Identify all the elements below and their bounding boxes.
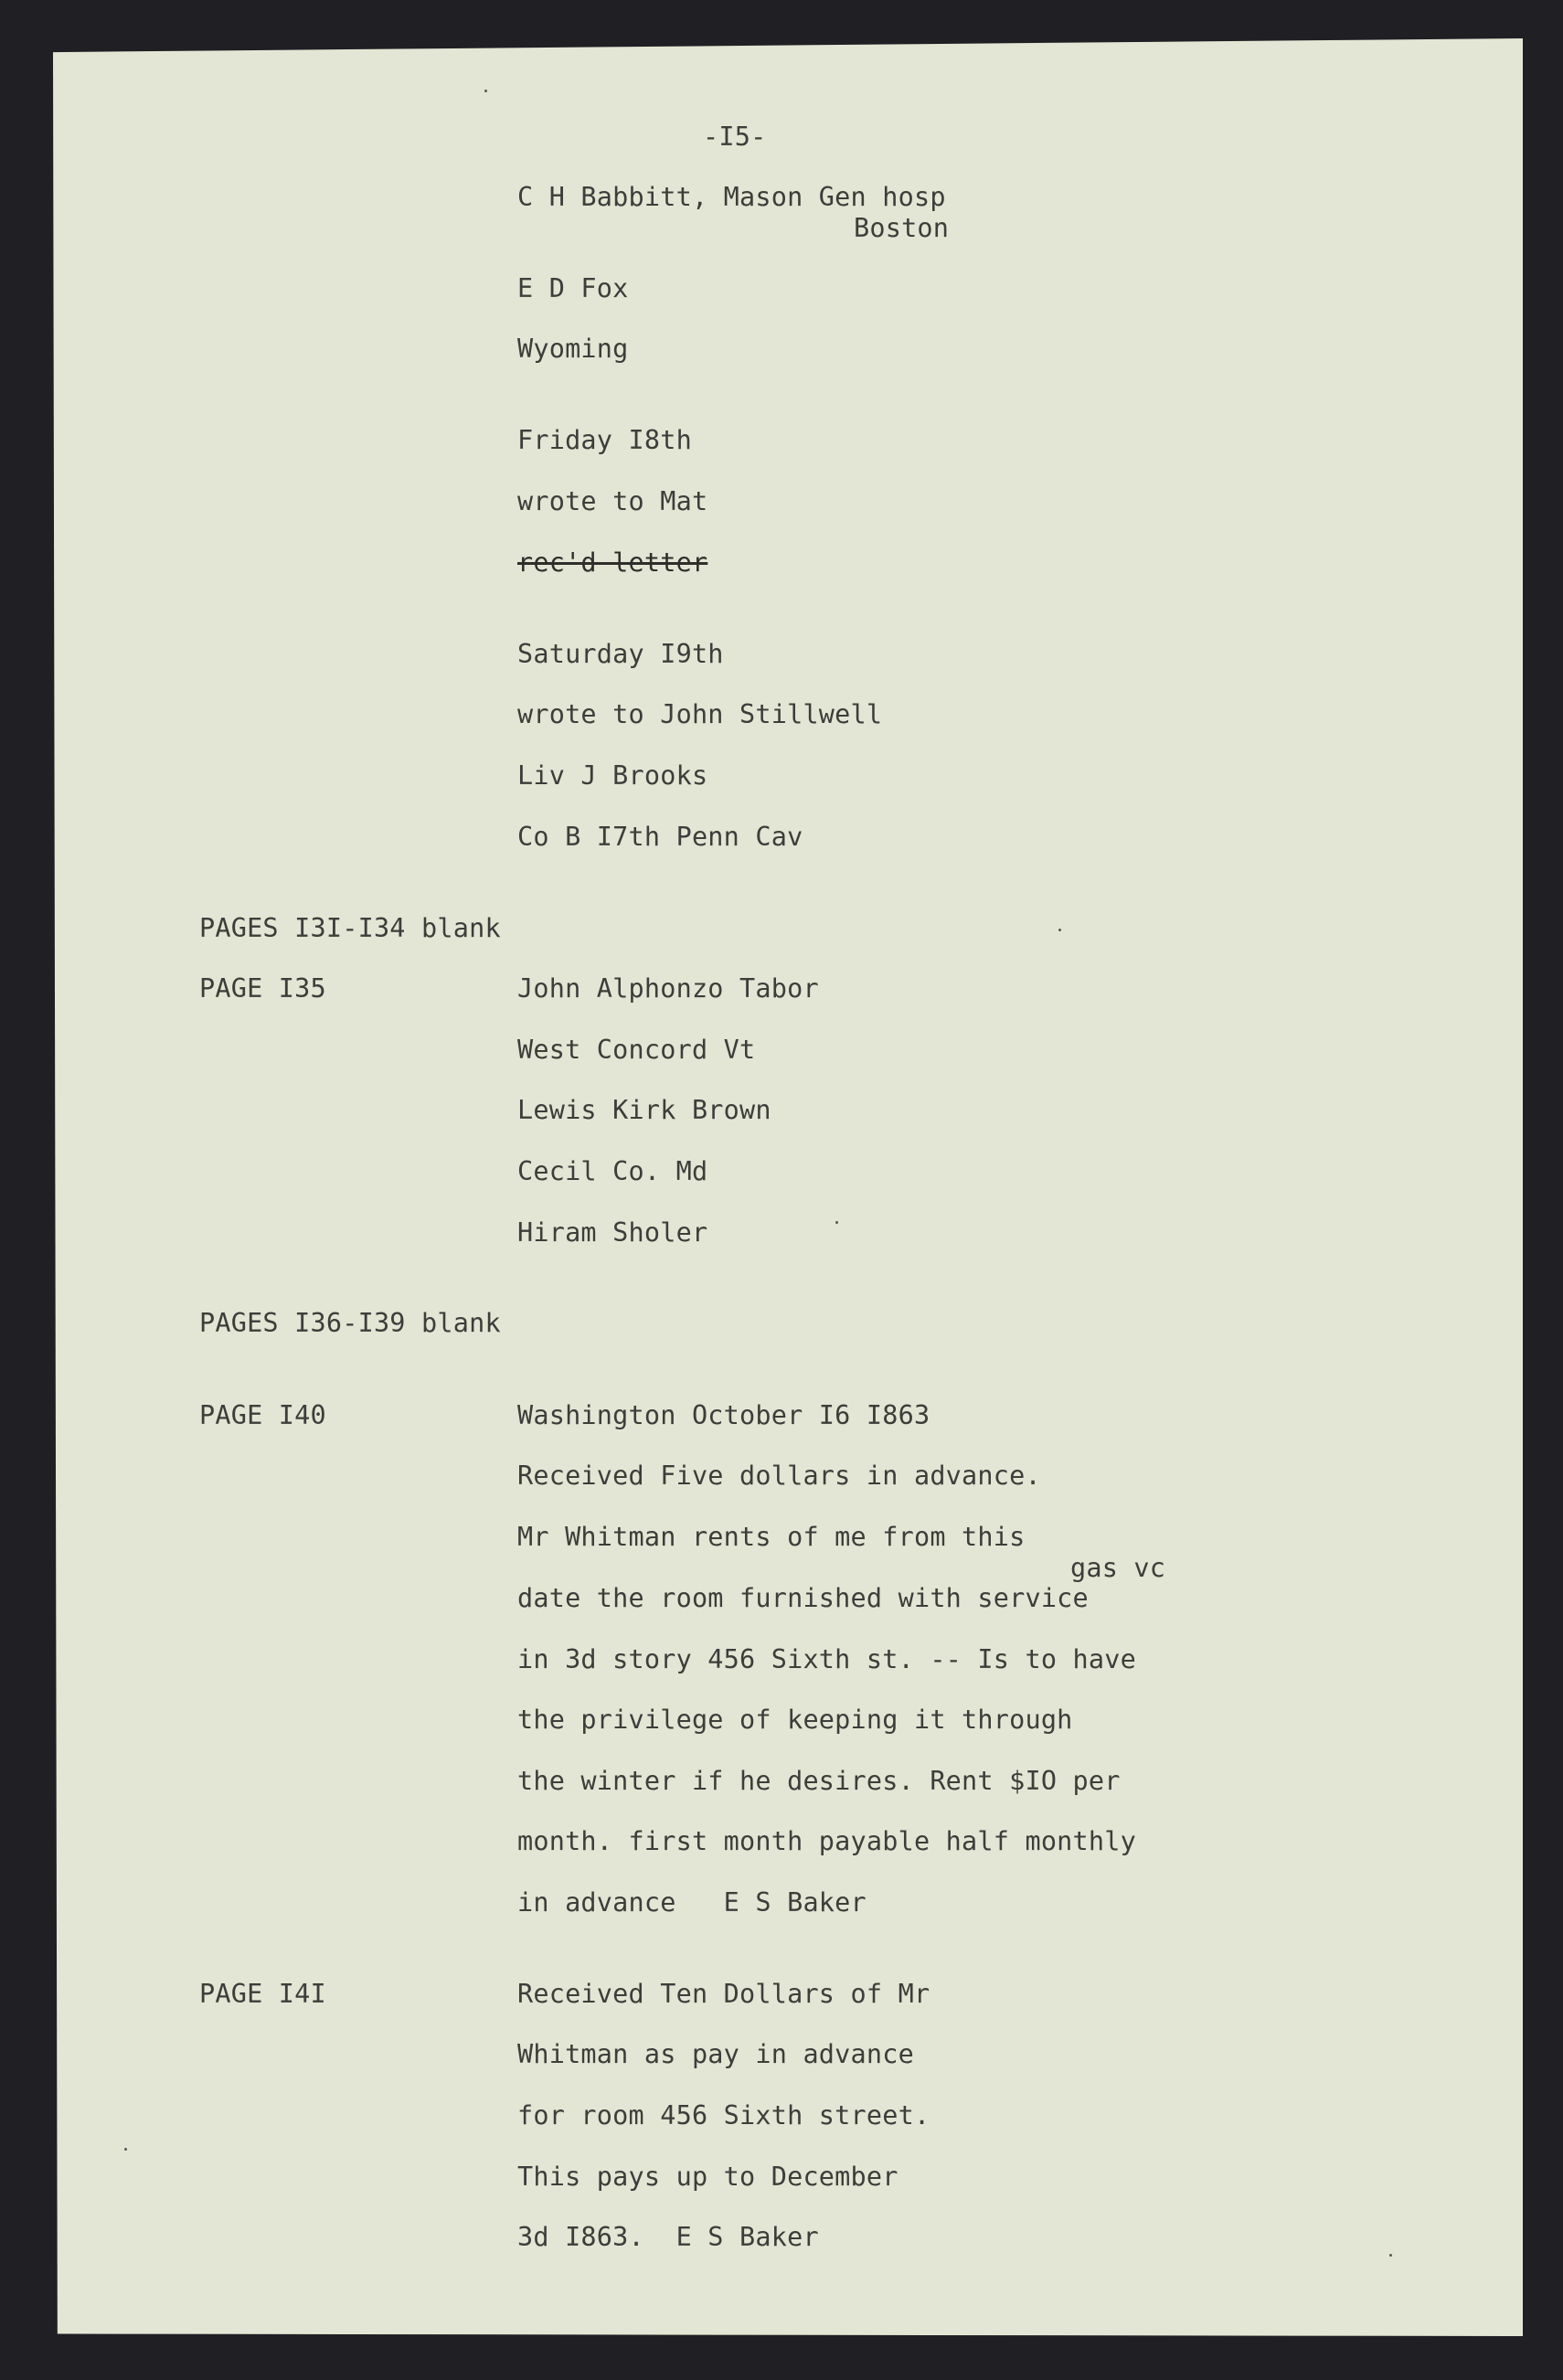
page-135-line: John Alphonzo Tabor [517, 973, 819, 1004]
page-140-line: the privilege of keeping it through [517, 1705, 1073, 1735]
page-141-line: Received Ten Dollars of Mr [517, 1979, 930, 2009]
page-140-line: the winter if he desires. Rent $IO per [517, 1766, 1121, 1796]
entry-wrote-john: wrote to John Stillwell [517, 699, 883, 729]
entry-wrote-mat: wrote to Mat [517, 486, 708, 516]
section-pages-136-139: PAGES I36-I39 blank [199, 1308, 501, 1338]
page-140-line: in advance E S Baker [517, 1887, 867, 1918]
page-140-line: in 3d story 456 Sixth st. -- Is to have [517, 1644, 1136, 1674]
page-141-line: for room 456 Sixth street. [517, 2100, 930, 2130]
entry-fox: E D Fox [517, 273, 629, 303]
entry-friday: Friday I8th [517, 425, 692, 455]
paper-speck [835, 1221, 838, 1224]
page-140-line: Washington October I6 I863 [517, 1400, 930, 1430]
paper-speck [124, 2148, 127, 2151]
page-135-line: Hiram Sholer [517, 1217, 708, 1248]
page-140-line: Mr Whitman rents of me from this [517, 1522, 1026, 1552]
page-141-line: This pays up to December [517, 2162, 898, 2192]
entry-wyoming: Wyoming [517, 334, 629, 364]
entry-recd-letter-struck: rec'd letter [517, 547, 708, 578]
page-135-line: Cecil Co. Md [517, 1156, 708, 1186]
entry-boston: Boston [854, 213, 950, 243]
page-140-line: month. first month payable half monthly [517, 1826, 1136, 1856]
section-page-135: PAGE I35 [199, 973, 326, 1004]
page-number: -I5- [703, 122, 767, 152]
paper-speck [1058, 929, 1061, 931]
entry-co-b: Co B I7th Penn Cav [517, 822, 803, 852]
page-141-line: Whitman as pay in advance [517, 2039, 914, 2069]
section-page-141: PAGE I4I [199, 1979, 326, 2009]
paper-speck [1389, 2254, 1392, 2257]
page-135-line: Lewis Kirk Brown [517, 1095, 771, 1125]
entry-babbitt: C H Babbitt, Mason Gen hosp [517, 182, 946, 212]
page-141-line: 3d I863. E S Baker [517, 2222, 819, 2252]
page-135-line: West Concord Vt [517, 1035, 756, 1065]
section-page-140: PAGE I40 [199, 1400, 326, 1430]
page-140-insertion: gas vc [1070, 1553, 1166, 1583]
page-140-line: Received Five dollars in advance. [517, 1461, 1041, 1491]
section-pages-131-134: PAGES I3I-I34 blank [199, 913, 501, 943]
page-140-line: date the room furnished with service [517, 1583, 1089, 1613]
entry-saturday: Saturday I9th [517, 639, 724, 669]
entry-brooks: Liv J Brooks [517, 760, 708, 791]
paper-speck [484, 90, 487, 92]
